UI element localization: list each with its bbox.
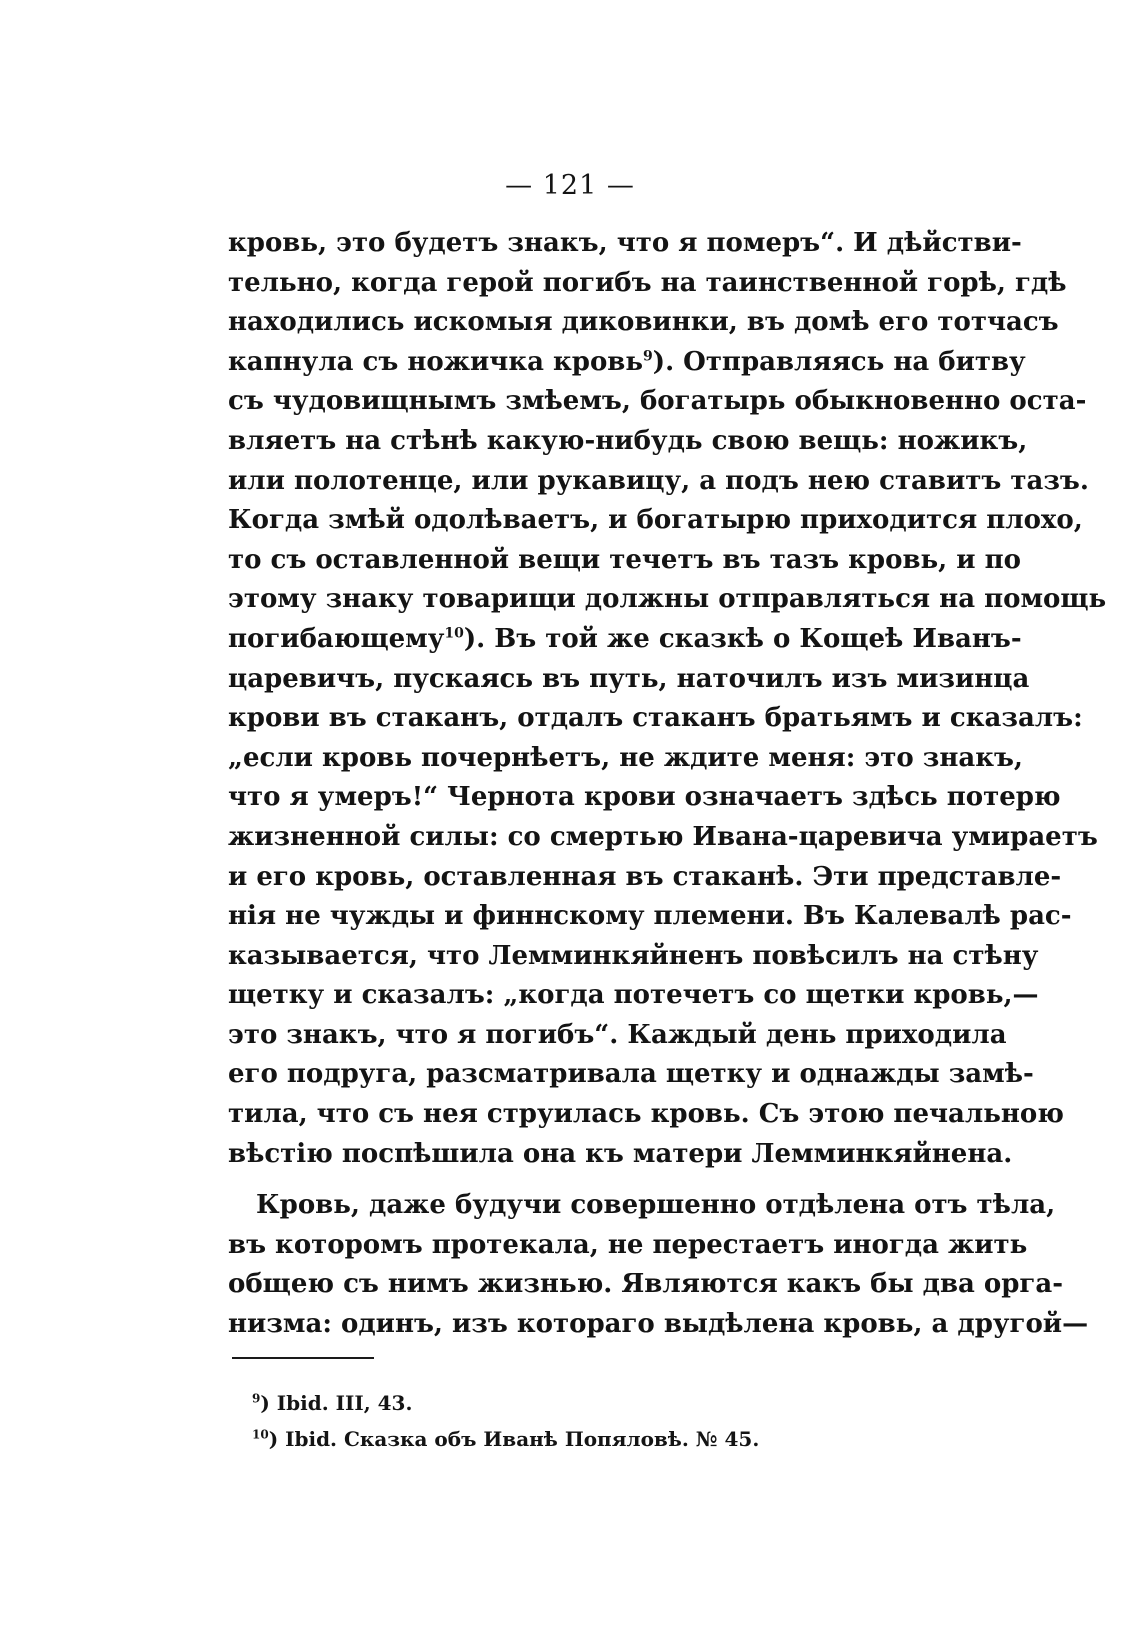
text-line: этому знаку товарищи должны отправляться на помощь (228, 584, 1107, 615)
text-line (228, 343, 1026, 383)
text-line: это знакъ, что я погибъ“. Каждый день приходила (228, 1019, 1007, 1050)
text-line: жизненной силы: со смертью Ивана-царевича умираетъ (228, 821, 1098, 852)
text-line: царевичъ, пускаясь въ путь, наточилъ изъ мизинца (228, 663, 1030, 694)
text-line: въ которомъ протекала, не перестаетъ иногда жить (228, 1229, 1028, 1260)
text-segment: капнула съ ножичка кровь (228, 346, 644, 377)
text-line: общею съ нимъ жизнью. Являются какъ бы два орга- (228, 1269, 1063, 1300)
text-line: Когда змѣй одолѣваетъ, и богатырю приходится плохо, (228, 505, 1083, 536)
text-line (228, 620, 1022, 660)
footnote-text: ) Ibid. Сказка объ Иванѣ Попяловѣ. № 45. (268, 1427, 760, 1451)
text-line: крови въ стаканъ, отдалъ стаканъ братьямъ и сказалъ: (228, 703, 1083, 734)
text-line: кровь, это будетъ знакъ, что я померъ“. И дѣйстви- (228, 228, 1022, 258)
footnote-divider (232, 1357, 374, 1359)
paragraph (228, 1186, 1089, 1344)
text-line: и его кровь, оставленная въ стаканѣ. Эти представле- (228, 861, 1062, 892)
footnote-reference: 9 (643, 348, 653, 365)
text-line: щетку и сказалъ: „когда потечетъ со щетки кровь,— (228, 980, 1039, 1011)
text-line: то съ оставленной вещи течетъ въ тазъ кровь, и по (228, 544, 1021, 575)
footnote-text: ) Ibid. III, 43. (260, 1391, 413, 1415)
text-line: тельно, когда герой погибъ на таинственной горѣ, гдѣ (228, 267, 1067, 298)
footnote-mark: 10 (252, 1427, 269, 1442)
footnote (252, 1421, 952, 1457)
footnote-mark: 9 (252, 1391, 261, 1406)
text-line: вляетъ на стѣнѣ какую-нибудь свою вещь: ножикъ, (228, 425, 1028, 456)
text-line: его подруга, разсматривала щетку и однажды замѣ- (228, 1059, 1034, 1090)
text-line: Кровь, даже будучи совершенно отдѣлена отъ тѣла, (256, 1190, 1056, 1221)
text-line: казывается, что Лемминкяйненъ повѣсилъ на стѣну (228, 940, 1039, 971)
footnote (252, 1385, 952, 1421)
text-line: съ чудовищнымъ змѣемъ, богатырь обыкновенно оста- (228, 386, 1087, 417)
footnote-reference: 10 (444, 625, 464, 642)
text-line: что я умеръ!“ Чернота крови означаетъ здѣсь потерю (228, 782, 1061, 813)
text-line: вѣстію поспѣшила она къ матери Лемминкяйнена. (228, 1138, 1013, 1169)
text-line: или полотенце, или рукавицу, а подъ нею ставитъ тазъ. (228, 465, 1089, 496)
text-segment: ). Отправляясь на битву (652, 346, 1026, 377)
text-line: нія не чужды и финнскому племени. Въ Калевалѣ рас- (228, 901, 1072, 932)
text-segment: ). Въ той же сказкѣ о Кощеѣ Иванъ- (463, 623, 1022, 654)
main-text (228, 224, 1107, 1345)
text-line: „если кровь почернѣетъ, не ждите меня: это знакъ, (228, 742, 1023, 773)
footnotes (252, 1385, 952, 1457)
page-number: — 121 — (505, 170, 635, 201)
paragraph (228, 224, 1107, 1174)
text-line: тила, что съ нея струилась кровь. Съ этою печальною (228, 1099, 1064, 1130)
text-segment: погибающему (228, 623, 445, 654)
text-line: низма: одинъ, изъ котораго выдѣлена кровь, а другой— (228, 1309, 1089, 1340)
text-line: находились искомыя диковинки, въ домѣ его тотчасъ (228, 307, 1059, 338)
